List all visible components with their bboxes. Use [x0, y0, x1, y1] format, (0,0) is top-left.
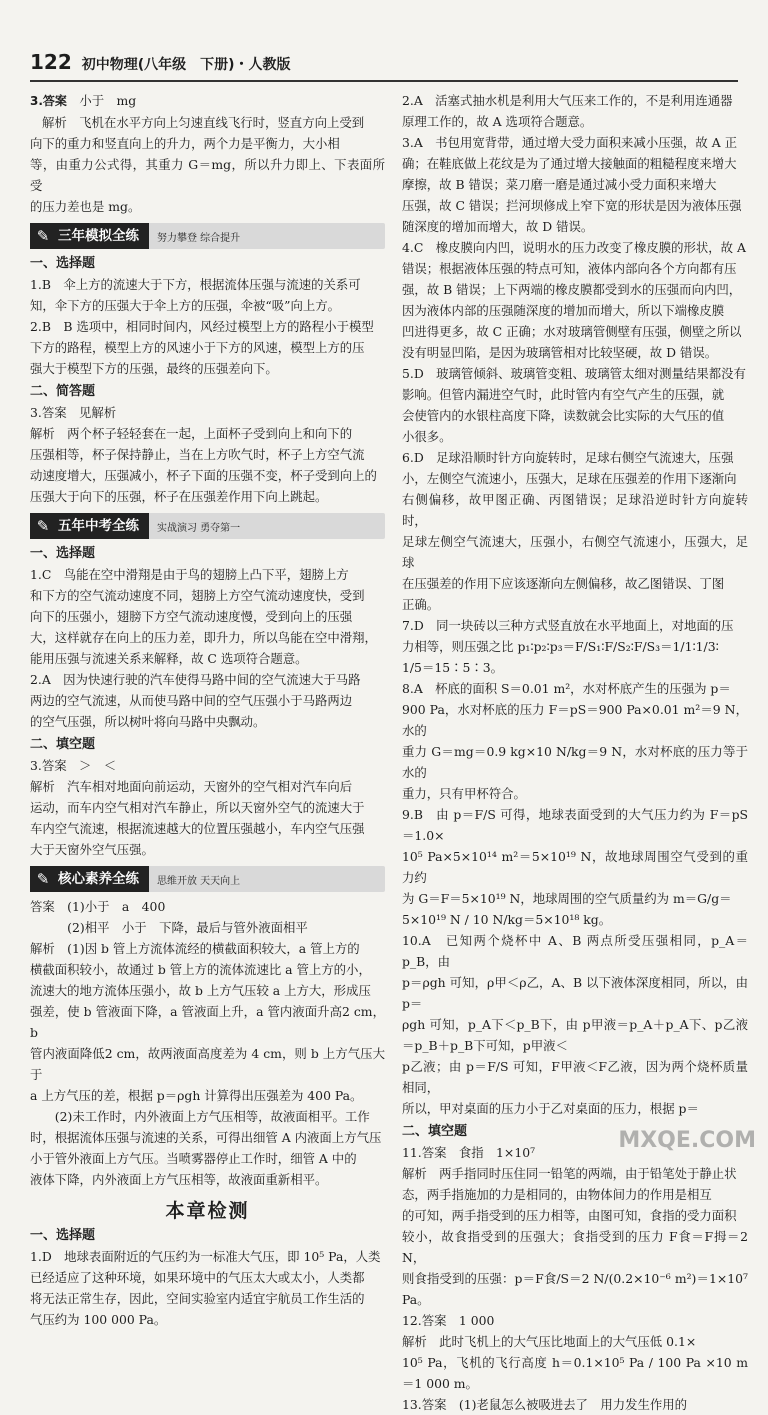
text-line: 10⁵ Pa×5×10¹⁴ m²＝5×10¹⁹ N，故地球周围空气受到的重力约: [402, 849, 748, 885]
text-line: 液体下降，内外液面上方气压相等，故液面重新相平。: [30, 1172, 328, 1187]
text-line: p乙液；由 p＝F/S 可知，F甲液＜F乙液，因为两个烧杯质量相同，: [402, 1059, 748, 1095]
text-line: 凹进得更多，故 C 正确；水对玻璃管侧壁有压强，侧壁之所以: [402, 324, 742, 339]
left-column: [30, 90, 385, 1330]
text-line: 在压强差的作用下应该逐渐向左侧偏移，故乙图错误、丁图: [402, 576, 725, 591]
text-line: 管内液面降低2 cm，故两液面高度差为 4 cm，则 b 上方气压大于: [30, 1046, 385, 1082]
text-line: 解析 两手指同时压住同一铅笔的两端，由于铅笔处于静止状: [402, 1166, 737, 1181]
text-line: 摩擦，故 B 错误；菜刀磨一磨是通过减小受力面积来增大: [402, 177, 717, 192]
text-line: 10⁵ Pa，飞机的飞行高度 h＝0.1×10⁵ Pa / 100 Pa ×10 m＝1 000 m。: [402, 1355, 748, 1391]
text-line: 11.答案 食指 1×10⁷: [402, 1145, 536, 1160]
text-line: 小很多。: [402, 429, 452, 444]
text-line: (2)未工作时，内外液面上方气压相等，故液面相平。工作: [30, 1109, 370, 1124]
text-line: 2.A 活塞式抽水机是利用大气压来工作的，不是利用连通器: [402, 93, 733, 108]
banner-title: 三年模拟全练: [56, 223, 149, 249]
section-heading: 二、简答题: [30, 384, 96, 399]
section-heading: 一、选择题: [30, 1228, 96, 1243]
watermark: MXQE.COM: [618, 1128, 756, 1153]
text-line: 和下方的空气流动速度不同，翅膀上方空气流动速度快，受到: [30, 588, 365, 603]
text-line: 压强相等，杯子保持静止，当在上方吹气时，杯子上方空气流: [30, 447, 365, 462]
text-line: 下方的路程，模型上方的风速小于下方的风速，模型上方的压: [30, 340, 365, 355]
section-banner-core: [30, 866, 385, 892]
text-line: p＝ρgh 可知，ρ甲＜ρ乙，A、B 以下液体深度相同，所以，由 p＝: [402, 975, 748, 1011]
text-line: 4.C 橡皮膜向内凹，说明水的压力改变了橡皮膜的形状，故 A: [402, 240, 746, 255]
text-line: 会使管内的水银柱高度下降，读数就会比实际的大气压的值: [402, 408, 725, 423]
text-line: 向下的压强小，翅膀下方空气流动速度慢，受到向上的压强: [30, 609, 353, 624]
text-line: 随深度的增加而增大，故 D 错误。: [402, 219, 594, 234]
text-line: 解析 两个杯子轻轻套在一起，上面杯子受到向上和向下的: [30, 426, 353, 441]
text-line: 则食指受到的压强：p＝F食/S＝2 N/(0.2×10⁻⁶ m²)＝1×10⁷ Pa。: [402, 1271, 748, 1307]
banner-title: 核心素养全练: [56, 866, 149, 892]
text-line: 1.B 伞上方的流速大于下方，根据流体压强与流速的关系可: [30, 277, 361, 292]
text-line: 6.D 足球沿顺时针方向旋转时，足球右侧空气流速大，压强: [402, 450, 734, 465]
text-line: 10.A 已知两个烧杯中 A、B 两点所受压强相同，p_A＝p_B，由: [402, 933, 748, 969]
text-line: 大于天窗外空气压强。: [30, 842, 154, 857]
text-line: 小于管外液面上方气压。当喷雾器停止工作时，细管 A 中的: [30, 1151, 357, 1166]
text-line: 1.C 鸟能在空中滑翔是由于鸟的翅膀上凸下平，翅膀上方: [30, 567, 349, 582]
text-line: 态，两手指施加的力是相同的，由物体间力的作用是相互: [402, 1187, 712, 1202]
answer-lead: 3.答案: [30, 94, 67, 108]
text-line: 压强大于向下的压强，杯子在压强差作用下向上跳起。: [30, 489, 328, 504]
text-line: 5.D 玻璃管倾斜、玻璃管变粗、玻璃管太细对测量结果都没有: [402, 366, 746, 381]
text-line: 强，故 B 错误；上下两端的橡皮膜都受到水的压强而向内凹，: [402, 282, 742, 297]
pencil-icon: ✎: [30, 866, 56, 892]
text-line: 的空气压强，所以树叶将向马路中央飘动。: [30, 714, 266, 729]
text-line: 错误；根据液体压强的特点可知，液体内部向各个方向都有压: [402, 261, 737, 276]
text-line: 900 Pa，水对杯底的压力 F＝pS＝900 Pa×0.01 m²＝9 N，水的: [402, 702, 748, 738]
section-heading: 一、选择题: [30, 256, 96, 271]
header-rule: [30, 80, 738, 82]
explanation-line: 解析 飞机在水平方向上匀速直线飞行时，竖直方向上受到: [42, 115, 365, 130]
text-line: 影响。但管内漏进空气时，此时管内有空气产生的压强，就: [402, 387, 725, 402]
text-line: 9.B 由 p＝F/S 可得，地球表面受到的大气压力约为 F＝pS＝1.0×: [402, 807, 748, 843]
text-line: 没有明显凹陷，是因为玻璃管相对比较坚硬，故 D 错误。: [402, 345, 718, 360]
text-line: 所以，甲对桌面的压力小于乙对桌面的压力，根据 p＝: [402, 1101, 699, 1116]
text-line: 重力，只有甲杯符合。: [402, 786, 526, 801]
text-line: 8.A 杯底的面积 S＝0.01 m²，水对杯底产生的压强为 p＝: [402, 681, 731, 696]
section-banner-five-year: [30, 513, 385, 539]
text-line: 横截面积较小，故通过 b 管上方的流体流速比 a 管上方的小，: [30, 962, 371, 977]
explanation-line: 等，由重力公式得，其重力 G＝mg，所以升力即上、下表面所受: [30, 157, 385, 193]
text-line: 流速大的地方流体压强小，故 b 上方气压较 a 上方大，形成压: [30, 983, 371, 998]
banner-slogan: 思维开放 天天向上: [157, 875, 241, 887]
section-heading: 二、填空题: [30, 737, 96, 752]
banner-slogan: 努力攀登 综合提升: [157, 232, 241, 244]
text-line: 答案 (1)小于 a 400: [30, 899, 166, 914]
text-line: 的可知，两手指受到的压力相等，由图可知，食指的受力面积: [402, 1208, 737, 1223]
text-line: 大，这样就存在向上的压力差，即升力，所以鸟能在空中滑翔，: [30, 630, 377, 645]
section-heading: 一、选择题: [30, 546, 96, 561]
text-line: 将无法正常生存，因此，空间实验室内适宜宇航员工作生活的: [30, 1291, 365, 1306]
text-line: 2.B B 选项中，相同时间内，风经过模型上方的路程小于模型: [30, 319, 374, 334]
chapter-title: 本章检测: [165, 1200, 250, 1222]
text-line: 气压约为 100 000 Pa。: [30, 1312, 167, 1327]
text-line: 较小，故食指受到的压强大；食指受到的压力 F食＝F拇＝2 N，: [402, 1229, 748, 1265]
text-line: 已经适应了这种环境，如果环境中的气压太大或太小，人类都: [30, 1270, 365, 1285]
text-line: 运动，而车内空气相对汽车静止，所以天窗外空气的流速大于: [30, 800, 365, 815]
section-banner-three-year: [30, 223, 385, 249]
text-line: 3.答案 见解析: [30, 405, 117, 420]
text-line: 2.A 因为快速行驶的汽车使得马路中间的空气流速大于马路: [30, 672, 361, 687]
text-line: 解析 (1)因 b 管上方流体流经的横截面积较大，a 管上方的: [30, 941, 360, 956]
text-line: 1.D 地球表面附近的气压约为一标准大气压，即 10⁵ Pa，人类: [30, 1249, 381, 1264]
right-column: [402, 90, 748, 1415]
text-line: 12.答案 1 000: [402, 1313, 495, 1328]
text-line: 3.答案 ＞ ＜: [30, 758, 117, 773]
text-line: 小，左侧空气流速小，压强大，足球在压强差的作用下逐渐向: [402, 471, 737, 486]
pencil-icon: ✎: [30, 223, 56, 249]
answer-text: 小于 mg: [79, 93, 137, 108]
text-line: 确；在鞋底做上花纹是为了通过增大接触面的粗糙程度来增大: [402, 156, 737, 171]
text-line: 压强，故 C 错误；拦河坝修成上窄下宽的形状是因为液体压强: [402, 198, 742, 213]
text-line: 5×10¹⁹ N / 10 N/kg＝5×10¹⁸ kg。: [402, 912, 612, 927]
text-line: 解析 此时飞机上的大气压比地面上的大气压低 0.1×: [402, 1334, 697, 1349]
section-heading: 二、填空题: [402, 1124, 468, 1139]
text-line: 能用压强与流速关系来解释，故 C 选项符合题意。: [30, 651, 308, 666]
text-line: 知，伞下方的压强大于伞上方的压强，伞被“吸”向上方。: [30, 298, 341, 313]
text-line: (2)相平 小于 下降，最后与管外液面相平: [30, 920, 308, 935]
text-line: ρgh 可知，p_A下＜p_B下，由 p甲液＝p_A＋p_A下、p乙液＝p_B＋p_B下可知，p甲液＜: [402, 1017, 748, 1053]
text-line: 动速度增大，压强减小，杯子下面的压强不变，杯子受到向上的: [30, 468, 377, 483]
page-header: [30, 50, 291, 74]
text-line: 两边的空气流速，从而使马路中间的空气压强小于马路两边: [30, 693, 353, 708]
text-line: 因为液体内部的压强随深度的增加而增大，所以下端橡皮膜: [402, 303, 725, 318]
text-line: 7.D 同一块砖以三种方式竖直放在水平地面上，对地面的压: [402, 618, 734, 633]
text-line: 强差，使 b 管液面下降，a 管液面上升，a 管内液面升高2 cm，b: [30, 1004, 385, 1040]
text-line: a 上方气压的差，根据 p＝ρgh 计算得出压强差为 400 Pa。: [30, 1088, 363, 1103]
explanation-line: 向下的重力和竖直向上的升力，两个力是平衡力，大小相: [30, 136, 340, 151]
text-line: 解析 汽车相对地面向前运动，天窗外的空气相对汽车向后: [30, 779, 353, 794]
banner-title: 五年中考全练: [56, 513, 149, 539]
text-line: 强大于模型下方的压强，最终的压强差向下。: [30, 361, 278, 376]
explanation-line: 的压力差也是 mg。: [30, 199, 141, 214]
text-line: 足球左侧空气流速大，压强小，右侧空气流速小，压强大，足球: [402, 534, 748, 570]
text-line: 3.A 书包用宽背带，通过增大受力面积来减小压强，故 A 正: [402, 135, 737, 150]
banner-slogan: 实战演习 勇夺第一: [157, 522, 241, 534]
text-line: 时，根据流体压强与流速的关系，可得出细管 A 内液面上方气压: [30, 1130, 382, 1145]
pencil-icon: ✎: [30, 513, 56, 539]
book-title: 初中物理(八年级 下册)・人教版: [81, 57, 291, 73]
text-line: 1/5＝15∶5∶3。: [402, 660, 504, 675]
text-line: 正确。: [402, 597, 440, 612]
text-line: 13.答案 (1)老鼠怎么被吸进去了 用力发生作用的: [402, 1397, 688, 1412]
text-line: 车内空气流速，根据流速越大的位置压强越小，车内空气压强: [30, 821, 365, 836]
text-line: 重力 G＝mg＝0.9 kg×10 N/kg＝9 N，水对杯底的压力等于水的: [402, 744, 748, 780]
text-line: 原理工作的，故 A 选项符合题意。: [402, 114, 593, 129]
text-line: 右侧偏移，故甲图正确、丙图错误；足球沿逆时针方向旋转时，: [402, 492, 748, 528]
page-number: 122: [30, 50, 72, 74]
text-line: 力相等，则压强之比 p₁∶p₂∶p₃＝F/S₁∶F/S₂∶F/S₃＝1/1∶1/3∶: [402, 639, 719, 654]
text-line: 为 G＝F＝5×10¹⁹ N，地球周围的空气质量约为 m＝G/g＝: [402, 891, 732, 906]
